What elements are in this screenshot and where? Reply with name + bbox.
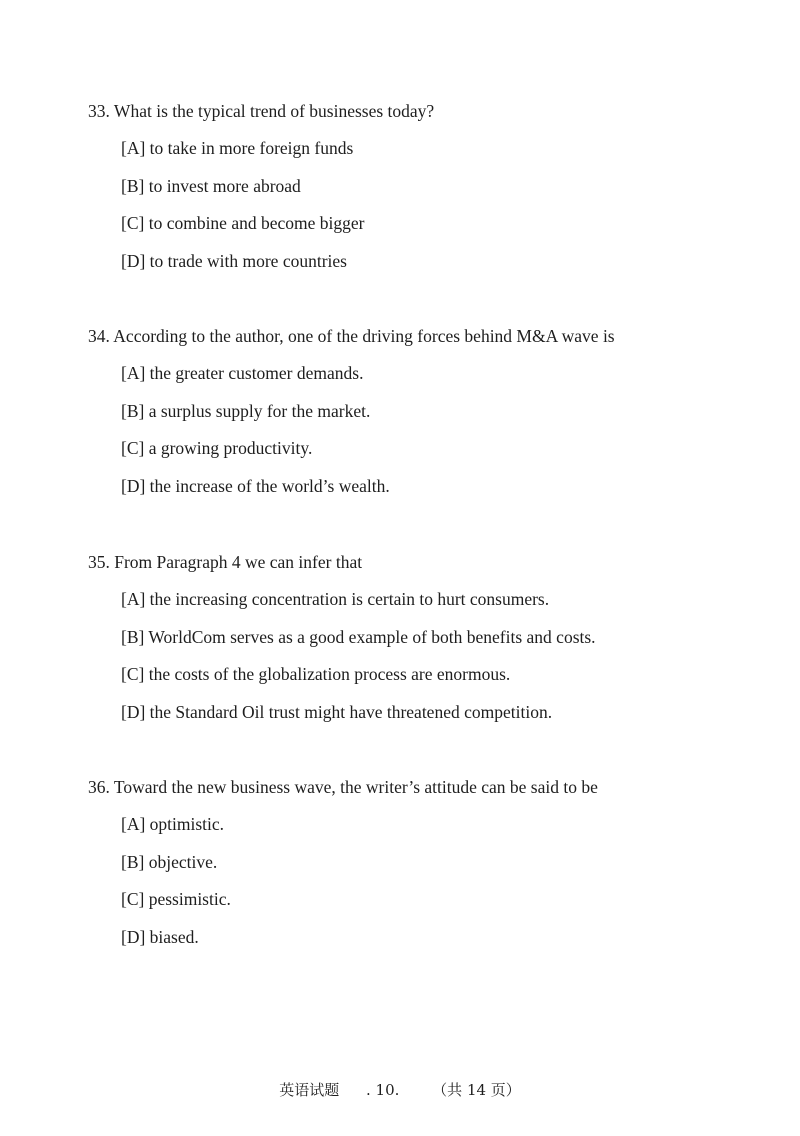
question-36-option-c: [C] pessimistic. [121,889,231,909]
footer-subject: 英语试题 [279,1081,340,1099]
question-35-text: 35. From Paragraph 4 we can infer that [88,552,363,572]
question-36-option-b: [B] objective. [121,852,218,872]
question-34-option-d: [D] the increase of the world’s wealth. [121,476,390,496]
question-34-text: 34. According to the author, one of the driving forces behind M&A wave is [88,326,615,346]
question-36-option-d: [D] biased. [121,927,199,947]
footer-total-pages: （共 14 页） [432,1081,521,1099]
question-33-option-c: [C] to combine and become bigger [121,213,365,233]
footer-page-number: . 10. [365,1081,400,1099]
question-33-text: 33. What is the typical trend of businesses today? [88,101,435,121]
page-footer [0,1080,800,1100]
question-34-option-b: [B] a surplus supply for the market. [121,401,371,421]
question-36-text: 36. Toward the new business wave, the writer’s attitude can be said to be [88,777,598,797]
question-34-option-c: [C] a growing productivity. [121,438,313,458]
question-35-option-c: [C] the costs of the globalization process are enormous. [121,664,511,684]
question-33-option-d: [D] to trade with more countries [121,251,347,271]
question-34-option-a: [A] the greater customer demands. [121,363,364,383]
question-35-option-a: [A] the increasing concentration is certain to hurt consumers. [121,589,550,609]
question-33-option-a: [A] to take in more foreign funds [121,138,354,158]
question-35-option-d: [D] the Standard Oil trust might have threatened competition. [121,702,553,722]
question-36-option-a: [A] optimistic. [121,814,225,834]
question-35-option-b: [B] WorldCom serves as a good example of both benefits and costs. [121,627,596,647]
question-33-option-b: [B] to invest more abroad [121,176,301,196]
